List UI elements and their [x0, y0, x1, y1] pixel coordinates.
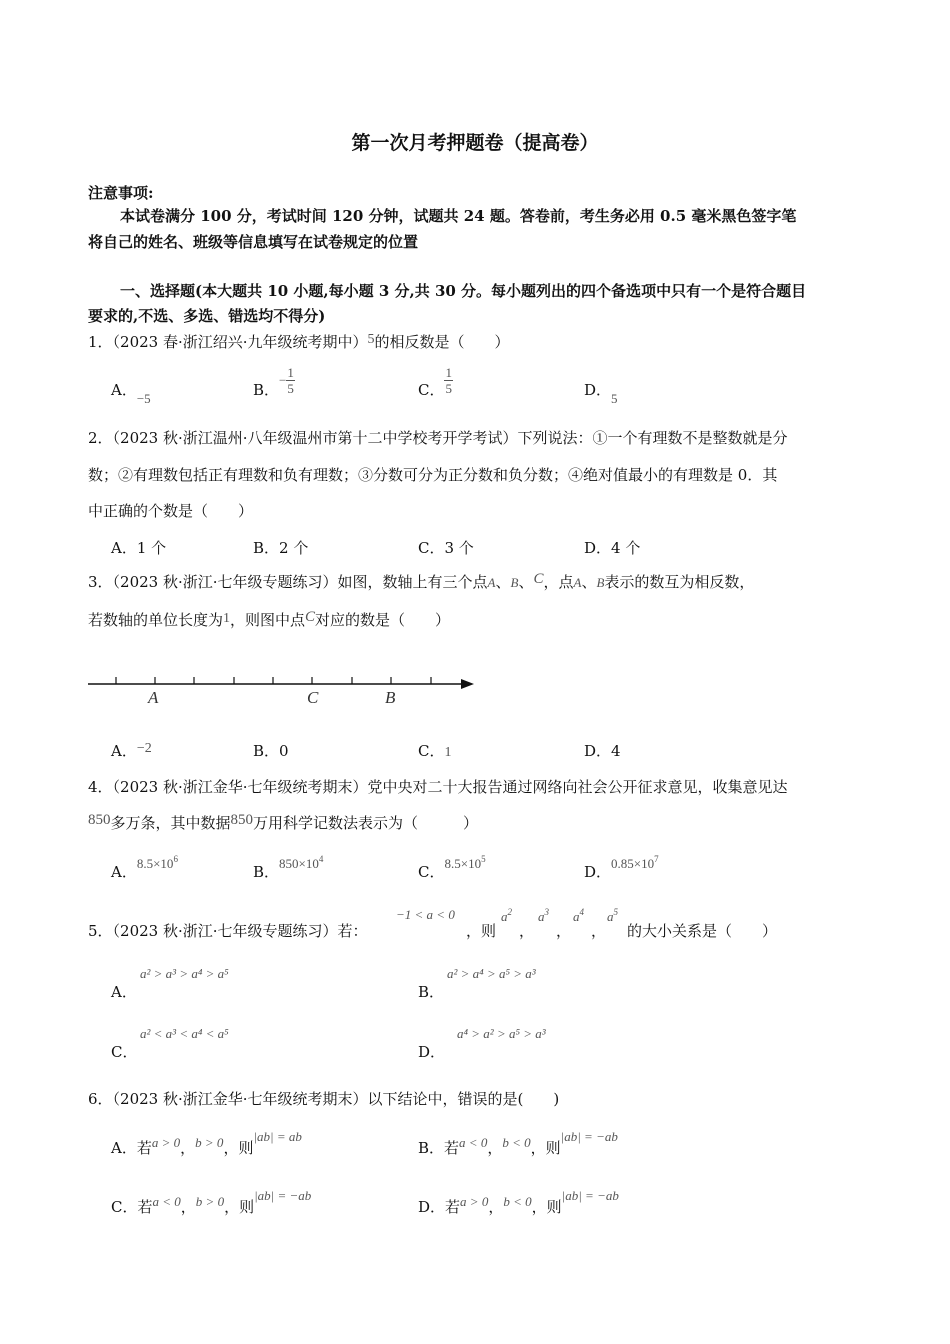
q6-option-a [111, 1129, 302, 1158]
q6-option-d-comma2: ， [531, 1198, 547, 1216]
q3-option-c [418, 740, 451, 761]
q2-number: 2． [88, 429, 113, 447]
q3-option-a [111, 740, 152, 761]
q1-option-c-den: 5 [445, 381, 452, 396]
q5-a5: $a^5$ [607, 907, 618, 924]
question-1 [88, 331, 510, 352]
q3-point-c-2: C [305, 609, 316, 625]
q4-line2a: 多万条，其中数据 [110, 814, 231, 832]
q5-comma-2: ， [556, 922, 572, 940]
q4-line2 [88, 812, 478, 833]
q4-option-a [111, 852, 178, 881]
axis-label-c: C [307, 688, 319, 707]
q3-option-c-label: C． [418, 742, 445, 760]
q6-option-d-result: |ab| = −ab [561, 1188, 619, 1203]
q3-line2 [88, 609, 450, 630]
q1-option-d-label: D． [584, 381, 612, 399]
question-4 [88, 776, 788, 797]
q6-option-b [418, 1129, 618, 1158]
number-line-figure [86, 668, 478, 710]
page-title: 第一次月考押题卷（提高卷） [351, 132, 599, 154]
q5-source: （2023 秋·浙江·七年级专题练习）若： [112, 922, 368, 940]
q6-option-a-comma1: ， [180, 1139, 196, 1157]
q1-option-c-label: C． [418, 380, 445, 399]
q4-option-b-exp: 4 [318, 854, 324, 864]
q6-option-a-cond-b: b > 0 [195, 1135, 224, 1150]
q6-option-d-label: D． [418, 1198, 446, 1216]
q1-text: 的相反数是（ ） [374, 333, 510, 351]
q4-option-c-base: 8.5×10 [444, 856, 482, 871]
q4-850-2: 850 [230, 812, 254, 828]
q3-tail: 表示的数互为相反数， [604, 573, 755, 591]
section1-line1: 一、选择题(本大题共 10 小题,每小题 3 分,共 30 分。每小题列出的四个备选项中只有一个是符合题目 [120, 282, 807, 300]
q1-option-a-label: A． [111, 381, 137, 399]
q2-option-c: C．3 个 [418, 539, 474, 557]
q1-expr: 5 [367, 332, 375, 347]
notice-line2: 将自己的姓名、班级等信息填写在试卷规定的位置 [88, 233, 419, 251]
q4-number: 4． [88, 778, 113, 796]
q4-option-b-label: B． [253, 863, 280, 881]
q4-option-d [584, 852, 659, 881]
q1-option-d [584, 379, 618, 406]
q5-tail: 的大小关系是（ ） [627, 922, 778, 940]
q5-option-a-label: A． [111, 983, 137, 1001]
q6-option-c-if: 若 [137, 1198, 153, 1216]
question-2 [88, 427, 788, 448]
q1-option-c [418, 365, 453, 399]
q1-number: 1． [88, 333, 113, 351]
q6-option-d-cond-b: b < 0 [503, 1194, 532, 1209]
q2-option-b: B．2 个 [253, 539, 309, 557]
q3-sep-2: 、 [518, 573, 534, 591]
q1-option-b-sign: − [279, 372, 287, 388]
q3-option-b: B．0 [253, 742, 289, 760]
q5-a3: $a^3$ [538, 907, 549, 924]
notice-line1: 本试卷满分 100 分，考试时间 120 分钟，试题共 24 题。答卷前，考生务必用 0.5 毫米黑色签字笔 [120, 207, 797, 225]
q5-option-b-expr: a² > a⁴ > a⁵ > a³ [447, 966, 536, 981]
notice-heading: 注意事项: [88, 184, 154, 202]
q1-option-b-label: B． [253, 380, 280, 399]
q1-source: （2023 春·浙江绍兴·九年级统考期中） [112, 333, 368, 351]
q4-option-c-label: C． [418, 863, 445, 881]
q4-line1: （2023 秋·浙江金华·七年级统考期末）党中央对二十大报告通过网络向社会公开征求意见，收集意见达 [112, 778, 788, 796]
question-6 [88, 1088, 559, 1109]
q5-a2: $a^2$ [501, 907, 512, 924]
q2-option-a: A．1 个 [111, 539, 167, 557]
q3-point-b-2: B [596, 575, 605, 590]
q5-a4: $a^4$ [573, 907, 584, 924]
q1-option-c-fraction [444, 365, 453, 396]
q3-source: （2023 秋·浙江·七年级专题练习）如图，数轴上有三个点 [112, 573, 488, 591]
q6-option-a-result: |ab| = ab [253, 1129, 302, 1144]
q2-option-d: D．4 个 [584, 539, 641, 557]
q1-option-d-value: 5 [611, 391, 618, 406]
q6-option-b-result: |ab| = −ab [560, 1129, 618, 1144]
q6-option-a-label: A． [111, 1139, 137, 1157]
q5-option-b-label: B． [418, 983, 445, 1001]
q3-point-c: C [533, 571, 544, 587]
q3-point-b: B [510, 575, 519, 590]
axis-label-b: B [385, 688, 396, 707]
q4-option-b [253, 852, 324, 881]
q6-option-b-comma1: ， [487, 1139, 503, 1157]
q3-sep-1: 、 [495, 573, 511, 591]
q5-then: ，则 [466, 922, 497, 940]
q3-line2a: 若数轴的单位长度为 [88, 611, 224, 629]
q6-option-a-then: 则 [238, 1139, 254, 1157]
q3-option-d: D．4 [584, 742, 621, 760]
q5-comma-3: ， [591, 922, 607, 940]
q1-option-b-den: 5 [287, 381, 294, 396]
q6-option-c-label: C． [111, 1198, 138, 1216]
q4-option-d-exp: 7 [654, 854, 659, 864]
q6-option-b-if: 若 [444, 1139, 460, 1157]
q4-option-a-exp: 6 [173, 854, 178, 864]
q6-option-d [418, 1188, 619, 1217]
q6-option-a-comma2: ， [223, 1139, 239, 1157]
q6-option-c [111, 1188, 312, 1217]
q4-option-c [418, 852, 486, 881]
q1-option-b [253, 365, 295, 399]
q2-line3: 中正确的个数是（ ） [88, 502, 254, 520]
q3-line2c: 对应的数是（ ） [315, 611, 451, 629]
q3-point-a: A [487, 575, 496, 590]
q6-option-c-cond-a: a < 0 [152, 1194, 181, 1209]
question-5 [88, 920, 368, 941]
q4-option-d-label: D． [584, 863, 612, 881]
q6-option-a-if: 若 [136, 1139, 152, 1157]
q2-line2: 数；②有理数包括正有理数和负有理数；③分数可分为正分数和负分数；④绝对值最小的有理数是 0．其 [88, 466, 778, 484]
q6-option-b-then: 则 [545, 1139, 561, 1157]
q6-option-c-result: |ab| = −ab [254, 1188, 312, 1203]
q6-option-d-then: 则 [546, 1198, 562, 1216]
q3-sep-3: 、 [581, 573, 597, 591]
q6-option-b-cond-a: a < 0 [459, 1135, 488, 1150]
q4-option-a-label: A． [111, 863, 137, 881]
q6-option-d-cond-a: a > 0 [460, 1194, 489, 1209]
q5-condition: −1 < a < 0 [396, 907, 455, 922]
q3-unit-one: 1 [223, 611, 231, 626]
q4-option-b-base: 850×10 [279, 856, 319, 871]
q6-option-c-comma1: ， [180, 1198, 196, 1216]
axis-label-a: A [148, 688, 159, 707]
q6-option-d-if: 若 [445, 1198, 461, 1216]
q6-option-c-comma2: ， [224, 1198, 240, 1216]
q4-option-c-exp: 5 [481, 854, 486, 864]
q3-point-a-2: A [573, 575, 582, 590]
q6-option-b-comma2: ， [530, 1139, 546, 1157]
q3-number: 3． [88, 573, 113, 591]
q3-option-c-value: 1 [444, 745, 452, 760]
q1-option-b-fraction [286, 365, 295, 396]
q6-option-c-cond-b: b > 0 [195, 1194, 225, 1209]
section1-line2: 要求的,不选、多选、错选均不得分) [88, 307, 326, 325]
q4-option-a-base: 8.5×10 [136, 856, 174, 871]
q6-number: 6． [88, 1090, 113, 1108]
q6-source: （2023 秋·浙江金华·七年级统考期末）以下结论中，错误的是( ) [112, 1090, 560, 1108]
q2-line1: （2023 秋·浙江温州·八年级温州市第十二中学校考开学考试）下列说法：①一个有理数不是整数就是分 [112, 429, 788, 447]
q4-option-d-base: 0.85×10 [611, 856, 655, 871]
q6-option-d-comma1: ， [488, 1198, 504, 1216]
q6-option-b-cond-b: b < 0 [502, 1135, 531, 1150]
q5-option-c-label: C． [111, 1043, 138, 1061]
q5-option-a-expr: a² > a³ > a⁴ > a⁵ [140, 966, 229, 981]
q5-comma-1: ， [519, 922, 535, 940]
q5-option-d-label: D． [418, 1043, 446, 1061]
question-3 [88, 571, 754, 592]
q5-option-c-expr: a² < a³ < a⁴ < a⁵ [140, 1026, 229, 1041]
q6-option-c-then: 则 [239, 1198, 255, 1216]
q4-850: 850 [88, 812, 111, 828]
q1-option-a-value: −5 [136, 391, 151, 406]
q3-option-a-value: −2 [136, 741, 152, 756]
q1-option-c-num: 1 [445, 365, 452, 380]
q6-option-b-label: B． [418, 1139, 445, 1157]
q3-line2b: ，则图中点 [230, 611, 306, 629]
q5-number: 5． [88, 922, 113, 940]
q3-mid: ，点 [543, 573, 574, 591]
q4-line2b: 万用科学记数法表示为（ ） [253, 814, 479, 832]
q1-option-b-num: 1 [287, 365, 294, 380]
q6-option-a-cond-a: a > 0 [151, 1135, 181, 1150]
q5-option-d-expr: a⁴ > a² > a⁵ > a³ [457, 1026, 546, 1041]
number-line-arrow [461, 679, 474, 689]
q3-option-a-label: A． [111, 742, 137, 760]
q1-option-a [111, 379, 151, 406]
